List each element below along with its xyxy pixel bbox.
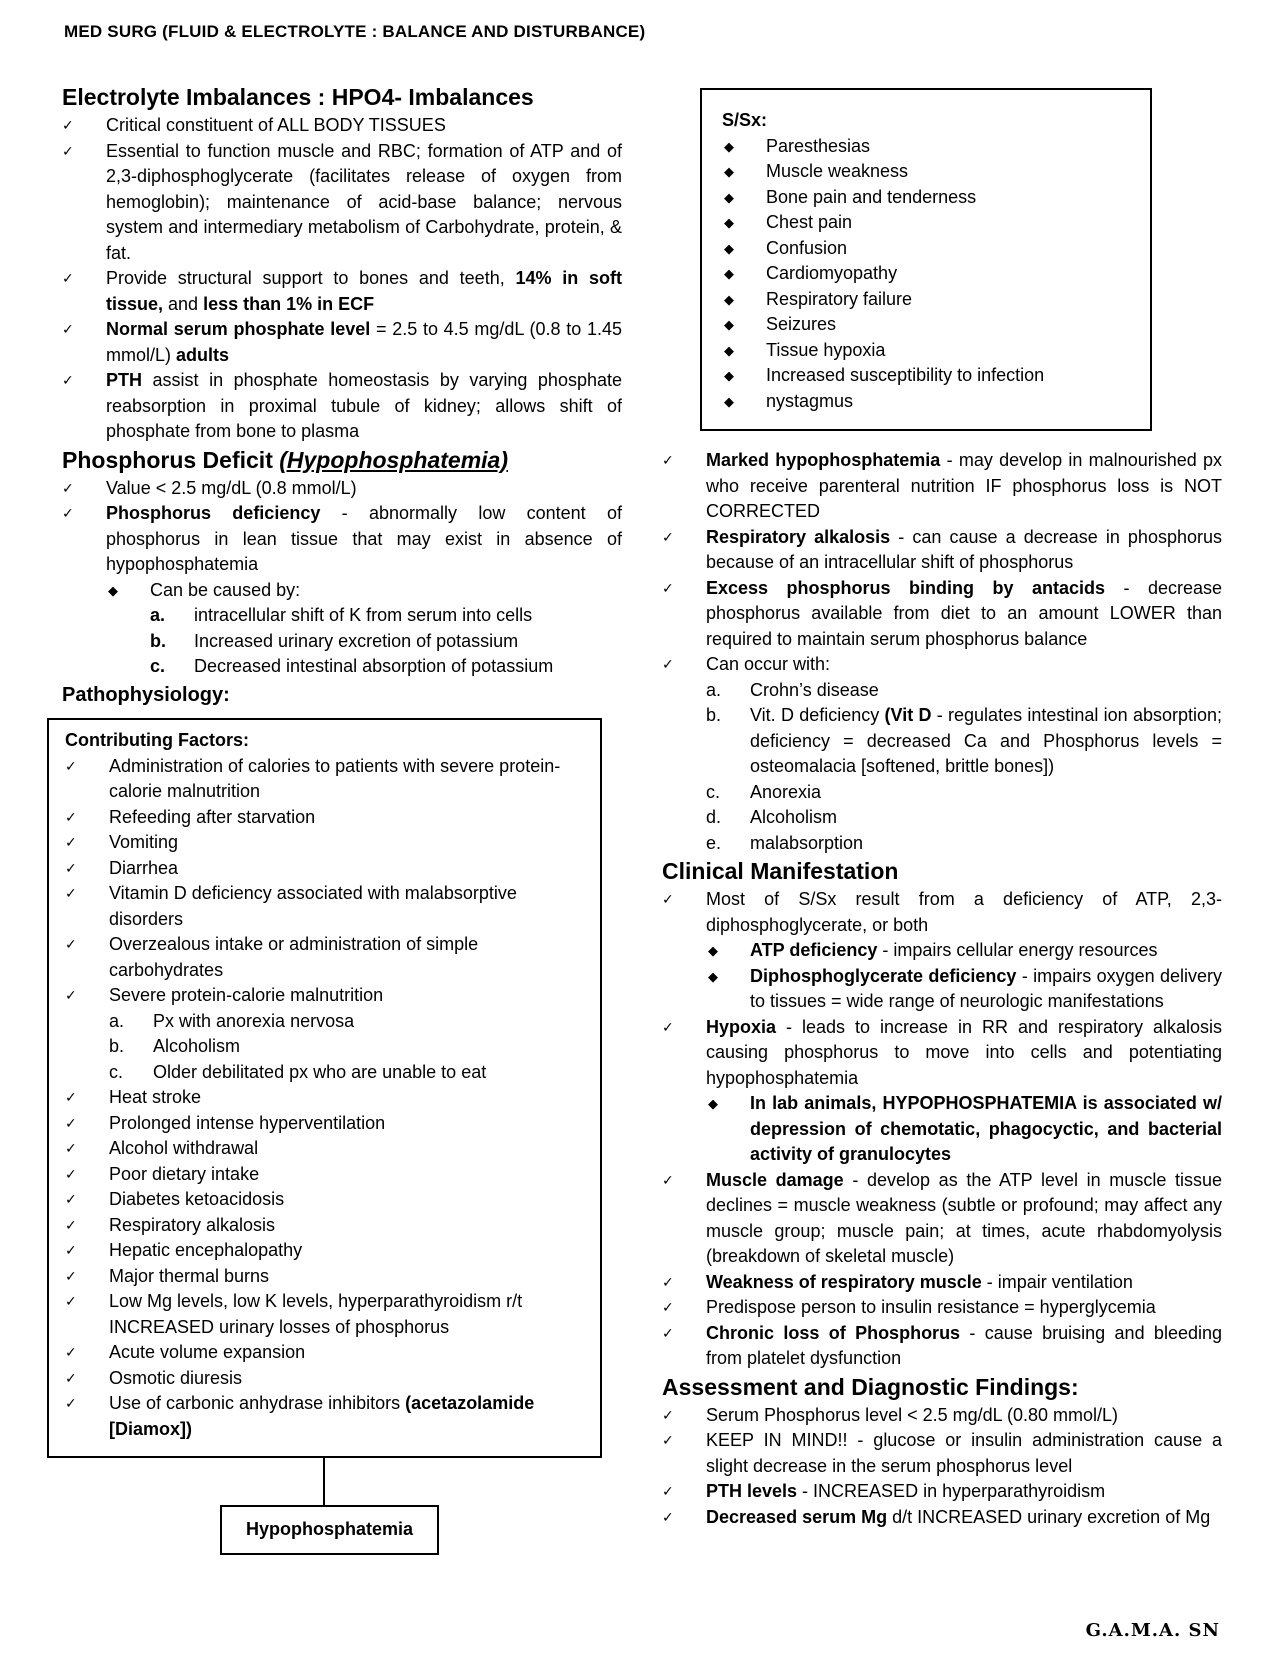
check-mark-icon: ✓ xyxy=(62,117,74,133)
ssx-list xyxy=(722,134,1130,415)
list-item: ◆ Confusion xyxy=(722,236,1130,262)
check-mark-icon: ✓ xyxy=(65,1344,77,1360)
list-item: ✓ Overzealous intake or administration of simple carbohydrates xyxy=(65,934,479,980)
diamond-bullet-icon: ◆ xyxy=(724,368,734,383)
diamond-bullet-icon: ◆ xyxy=(724,189,734,205)
check-mark-icon: ✓ xyxy=(65,859,77,876)
check-mark-icon: ✓ xyxy=(65,1165,77,1182)
check-mark-icon: ✓ xyxy=(662,1432,674,1448)
left-column xyxy=(62,82,622,711)
list-item: ✓ KEEP IN MIND!! - glucose or insulin administration cause a slight decrease in the serum phosphorus level xyxy=(662,1430,1222,1476)
check-mark-icon: ✓ xyxy=(662,1299,674,1315)
hypoxia-sublist xyxy=(706,1091,1222,1168)
check-mark-icon: ✓ xyxy=(62,142,74,159)
check-mark-icon: ✓ xyxy=(65,987,77,1003)
list-item: ✓ Hepatic encephalopathy xyxy=(65,1238,584,1264)
diamond-bullet-icon: ◆ xyxy=(108,582,118,598)
check-mark-icon: ✓ xyxy=(662,891,674,907)
list-item: ◆ Bone pain and tenderness xyxy=(722,185,1130,211)
list-item: ◆ Cardiomyopathy xyxy=(722,261,1130,287)
check-mark-icon: ✓ xyxy=(65,808,77,825)
list-item: a. intracellular shift of K from serum into cells xyxy=(150,605,533,625)
diamond-bullet-icon: ◆ xyxy=(724,138,734,154)
list-item: a. Px with anorexia nervosa xyxy=(109,1010,355,1031)
list-item: ◆ Respiratory failure xyxy=(722,287,1130,313)
list-item: ✓ Diabetes ketoacidosis xyxy=(65,1187,584,1213)
list-item: ✓ Excess phosphorus binding by antacids - decrease phosphorus available from diet to an amount LOWER than required to maintain serum phosphorus balance xyxy=(662,577,1222,649)
list-item: ✓ Predispose person to insulin resistance = hyperglycemia xyxy=(662,1295,1222,1321)
list-item: ◆ Chest pain xyxy=(722,210,1130,236)
document-header: MED SURG (FLUID & ELECTROLYTE : BALANCE AND DISTURBANCE) xyxy=(64,22,646,41)
list-item: ✓ Weakness of respiratory muscle - impair ventilation xyxy=(662,1270,1222,1296)
check-mark-icon: ✓ xyxy=(65,1293,77,1309)
list-item: ◆ ATP deficiency - impairs cellular energy resources xyxy=(706,938,1222,964)
check-mark-icon: ✓ xyxy=(62,321,74,337)
phosphate-facts-list xyxy=(62,113,622,445)
check-mark-icon: ✓ xyxy=(662,1171,674,1188)
hypophosphatemia-causes-list xyxy=(662,448,1222,678)
list-item: a. Crohn’s disease xyxy=(706,679,879,700)
list-item: ✓ Osmotic diuresis xyxy=(65,1366,584,1392)
malnutrition-sublist xyxy=(109,1009,584,1086)
list-item: ◆ Tissue hypoxia xyxy=(722,338,1130,364)
diamond-bullet-icon: ◆ xyxy=(724,240,734,256)
check-mark-icon: ✓ xyxy=(662,1483,674,1499)
check-mark-icon: ✓ xyxy=(662,1273,674,1290)
check-mark-icon: ✓ xyxy=(65,1369,77,1386)
list-item: ◆ Paresthesias xyxy=(722,134,1130,160)
list-item: ◆ In lab animals, HYPOPHOSPHATEMIA is associated w/ depression of chemotatic, phagocyctic, and bacterial activity of granulocytes xyxy=(708,1093,1222,1164)
list-item: ✓ Prolonged intense hyperventilation xyxy=(65,1111,584,1137)
check-mark-icon: ✓ xyxy=(62,479,74,496)
list-item: d. Alcoholism xyxy=(706,807,838,827)
diamond-bullet-icon: ◆ xyxy=(708,1096,718,1111)
list-item: ✓ Vomiting xyxy=(65,830,584,856)
list-item: ✓ Diarrhea xyxy=(65,856,584,882)
list-item: ✓ Use of carbonic anhydrase inhibitors (acetazolamide [Diamox]) xyxy=(65,1393,535,1439)
check-mark-icon: ✓ xyxy=(662,1324,674,1341)
check-mark-icon: ✓ xyxy=(65,1089,77,1105)
check-mark-icon: ✓ xyxy=(65,1191,77,1207)
list-item: e. malabsorption xyxy=(706,832,864,853)
list-item: b. Increased urinary excretion of potassium xyxy=(150,630,519,651)
list-item: ✓ Most of S/Sx result from a deficiency of ATP, 2,3-diphosphoglycerate, or both ◆ ATP deficiency - impairs cellular energy resources ◆ Diphosphoglycerate deficiency - impairs oxygen delivery to tissues = wide range of neurologic manifestations xyxy=(662,887,1222,1015)
list-item: ◆ Increased susceptibility to infection xyxy=(722,363,1130,389)
check-mark-icon: ✓ xyxy=(65,1267,77,1284)
check-mark-icon: ✓ xyxy=(65,1395,77,1411)
cause-alpha-list xyxy=(150,603,622,680)
list-item: ✓ PTH assist in phosphate homeostasis by varying phosphate reabsorption in proximal tubule of kidney; allows shift of phosphate from bone to plasma xyxy=(62,370,622,441)
check-mark-icon: ✓ xyxy=(65,1216,77,1233)
diamond-bullet-icon: ◆ xyxy=(724,342,734,358)
list-item: ✓ Decreased serum Mg d/t INCREASED urinary excretion of Mg xyxy=(662,1505,1222,1531)
contributing-factors-list xyxy=(65,754,584,1443)
contributing-factors-title: Contributing Factors: xyxy=(65,730,249,750)
check-mark-icon: ✓ xyxy=(65,1114,77,1131)
check-mark-icon: ✓ xyxy=(65,936,77,952)
check-mark-icon: ✓ xyxy=(662,1508,674,1525)
list-item: ✓ Marked hypophosphatemia - may develop in malnourished px who receive parenteral nutrition IF phosphorus loss is NOT CORRECTED xyxy=(662,450,1223,521)
diamond-bullet-icon: ◆ xyxy=(708,943,718,958)
list-item: ✓ Respiratory alkalosis xyxy=(65,1213,584,1239)
check-mark-icon: ✓ xyxy=(65,757,77,774)
occur-with-list xyxy=(662,678,1222,857)
assessment-list xyxy=(662,1403,1222,1531)
section-title-electrolyte: Electrolyte Imbalances : HPO4- Imbalances xyxy=(62,84,534,110)
list-item: ✓ Alcohol withdrawal xyxy=(65,1136,584,1162)
list-item: ✓ Refeeding after starvation xyxy=(65,805,584,831)
list-item: ✓ Muscle damage - develop as the ATP level in muscle tissue declines = muscle weakness (subtle or profound; may affect any muscle group; muscle pain; at times, acute rhabdomyolysis (breakdown of skeletal muscle) xyxy=(662,1169,1222,1266)
section-title-clinical: Clinical Manifestation xyxy=(662,858,899,884)
list-item: c. Anorexia xyxy=(706,781,822,802)
check-mark-icon: ✓ xyxy=(62,270,74,286)
diamond-bullet-icon: ◆ xyxy=(724,164,734,179)
section-title-pathophysiology: Pathophysiology: xyxy=(62,683,230,706)
list-item: ◆ Can be caused by: a. intracellular shift of K from serum into cells b. Increased urinary excretion of potassium c. Decreased intestinal absorption of potassium xyxy=(106,578,622,680)
check-mark-icon: ✓ xyxy=(65,885,77,901)
list-item: ✓ Administration of calories to patients with severe protein-calorie malnutrition xyxy=(65,755,561,801)
author-signature: G.A.M.A. SN xyxy=(1085,1620,1220,1641)
list-item: ◆ nystagmus xyxy=(722,389,1130,415)
list-item: ◆ Muscle weakness xyxy=(722,159,1130,185)
check-mark-icon: ✓ xyxy=(65,1242,77,1258)
list-item: ✓ Heat stroke xyxy=(65,1085,584,1111)
list-item: ✓ PTH levels - INCREASED in hyperparathyroidism xyxy=(662,1479,1222,1505)
list-item: c. Older debilitated px who are unable to eat xyxy=(109,1061,487,1082)
list-item: ◆ Seizures xyxy=(722,312,1130,338)
check-mark-icon: ✓ xyxy=(65,834,77,850)
list-item: ✓ Phosphorus deficiency - abnormally low content of phosphorus in lean tissue that may exist in absence of hypophosphatemia ◆ Can be caused by: a. intracellular shift of K from serum into cells b. Increased urinary excretion of potassium c. Decreased intestinal absorption of potassium xyxy=(62,501,622,680)
diamond-bullet-icon: ◆ xyxy=(724,393,734,409)
diamond-bullet-icon: ◆ xyxy=(724,317,734,332)
list-item: ✓ Provide structural support to bones and teeth, 14% in soft tissue, and less than 1% in ECF xyxy=(62,268,622,314)
list-item: ✓ Major thermal burns xyxy=(65,1264,584,1290)
list-item: ✓ Essential to function muscle and RBC; formation of ATP and of 2,3-diphosphoglycerate (facilitates release of oxygen from hemoglobin); maintenance of acid-base balance; nervous system and intermediary metabolism of Carbohydrate, protein, & fat. xyxy=(62,140,622,263)
list-item: ✓ Chronic loss of Phosphorus - cause bruising and bleeding from platelet dysfunction xyxy=(662,1322,1222,1368)
list-item: ✓ Respiratory alkalosis - can cause a decrease in phosphorus because of an intracellular shift of phosphorus xyxy=(662,526,1222,572)
check-mark-icon: ✓ xyxy=(662,452,674,468)
check-mark-icon: ✓ xyxy=(662,579,674,596)
list-item: ✓ Normal serum phosphate level = 2.5 to 4.5 mg/dL (0.8 to 1.45 mmol/L) adults xyxy=(62,319,622,365)
diamond-bullet-icon: ◆ xyxy=(724,291,734,307)
list-item: ✓ Value < 2.5 mg/dL (0.8 mmol/L) xyxy=(62,476,622,502)
check-mark-icon: ✓ xyxy=(662,1406,674,1423)
section-title-deficit: Phosphorus Deficit (Hypophosphatemia) xyxy=(62,446,508,473)
list-item: ◆ Diphosphoglycerate deficiency - impairs oxygen delivery to tissues = wide range of neurologic manifestations xyxy=(708,965,1223,1011)
list-item: ✓ Acute volume expansion xyxy=(65,1340,584,1366)
diamond-bullet-icon: ◆ xyxy=(724,215,734,230)
list-item: ✓ Critical constituent of ALL BODY TISSUES xyxy=(62,113,622,139)
hypophosphatemia-box: Hypophosphatemia xyxy=(220,1505,439,1555)
check-mark-icon: ✓ xyxy=(62,372,74,388)
clinical-list xyxy=(662,887,1222,1372)
diamond-bullet-icon: ◆ xyxy=(708,968,718,984)
contributing-factors-box xyxy=(47,718,602,1458)
check-mark-icon: ✓ xyxy=(662,656,674,672)
check-mark-icon: ✓ xyxy=(65,1140,77,1156)
list-item: ✓ Hypoxia - leads to increase in RR and respiratory alkalosis causing phosphorus to move into cells and potentiating hypophosphatemia ◆ In lab animals, HYPOPHOSPHATEMIA is associated w/ depression of chemotatic, phagocyctic, and bacterial activity of granulocytes xyxy=(662,1015,1222,1168)
list-item: ✓ Vitamin D deficiency associated with malabsorptive disorders xyxy=(65,883,517,929)
list-item: ✓ Severe protein-calorie malnutrition a. Px with anorexia nervosa b. Alcoholism c. Older debilitated px who are unable to eat xyxy=(65,983,584,1085)
cause-sublist xyxy=(106,578,622,680)
list-item: ✓ Can occur with: xyxy=(662,652,1222,678)
deficit-list xyxy=(62,476,622,680)
list-item: ✓ Poor dietary intake xyxy=(65,1162,584,1188)
ssx-title: S/Sx: xyxy=(722,110,768,130)
signs-symptoms-box xyxy=(700,88,1152,431)
list-item: ✓ Serum Phosphorus level < 2.5 mg/dL (0.80 mmol/L) xyxy=(662,1403,1222,1429)
clinical-sublist xyxy=(706,938,1222,1015)
check-mark-icon: ✓ xyxy=(662,528,674,545)
diamond-bullet-icon: ◆ xyxy=(724,266,734,281)
list-item: c. Decreased intestinal absorption of potassium xyxy=(150,656,554,676)
list-item: b. Alcoholism xyxy=(109,1036,241,1056)
check-mark-icon: ✓ xyxy=(662,1018,674,1035)
list-item: ✓ Low Mg levels, low K levels, hyperparathyroidism r/t INCREASED urinary losses of phosphorus xyxy=(65,1291,523,1337)
flow-connector-line xyxy=(323,1458,325,1505)
section-title-assessment: Assessment and Diagnostic Findings: xyxy=(662,1373,1079,1400)
check-mark-icon: ✓ xyxy=(62,505,74,521)
right-column xyxy=(662,448,1222,1530)
list-item: b. Vit. D deficiency (Vit D - regulates intestinal ion absorption; deficiency = decreased Ca and Phosphorus levels = osteomalacia [softened, brittle bones]) xyxy=(706,705,1223,776)
